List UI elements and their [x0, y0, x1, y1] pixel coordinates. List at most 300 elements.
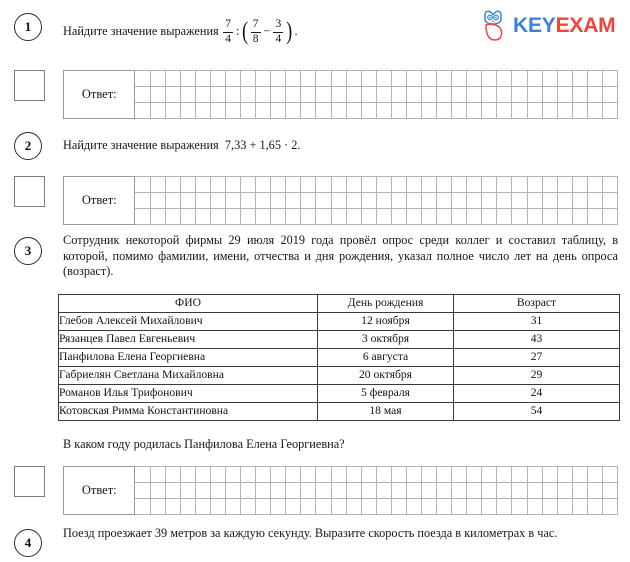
answer-grid-cell[interactable] [602, 87, 617, 103]
answer-grid-cell[interactable] [150, 209, 165, 225]
answer-grid-cell[interactable] [241, 87, 256, 103]
answer-grid-cell[interactable] [482, 177, 497, 193]
answer-grid-cell[interactable] [572, 177, 587, 193]
answer-grid-cell[interactable] [527, 193, 542, 209]
answer-grid-cell[interactable] [452, 103, 467, 119]
answer-grid-cell[interactable] [286, 467, 301, 483]
answer-grid-cell[interactable] [271, 499, 286, 515]
answer-grid-cell[interactable] [286, 209, 301, 225]
answer-grid-cell[interactable] [572, 193, 587, 209]
answer-grid-cell[interactable] [527, 177, 542, 193]
answer-grid-cell[interactable] [527, 87, 542, 103]
answer-grid-cell[interactable] [421, 71, 436, 87]
answer-grid-cell[interactable] [467, 177, 482, 193]
answer-grid-cell[interactable] [497, 177, 512, 193]
answer-grid-cell[interactable] [316, 483, 331, 499]
answer-grid-cell[interactable] [346, 71, 361, 87]
answer-grid-cell[interactable] [241, 209, 256, 225]
answer-grid-cell[interactable] [587, 193, 602, 209]
answer-grid-cell[interactable] [286, 87, 301, 103]
answer-grid-cell[interactable] [225, 177, 240, 193]
answer-grid-cell[interactable] [437, 209, 452, 225]
answer-grid-cell[interactable] [210, 87, 225, 103]
answer-grid-cell[interactable] [497, 103, 512, 119]
answer-grid-cell[interactable] [527, 467, 542, 483]
answer-grid-cell[interactable] [602, 103, 617, 119]
answer-grid-cell[interactable] [180, 103, 195, 119]
answer-grid-cell[interactable] [497, 71, 512, 87]
answer-grid-cell[interactable] [241, 177, 256, 193]
answer-grid-cell[interactable] [256, 467, 271, 483]
answer-grid-row [64, 177, 618, 193]
answer-grid-cell[interactable] [256, 103, 271, 119]
answer-grid-cell[interactable] [452, 193, 467, 209]
answer-grid-cell[interactable] [437, 483, 452, 499]
answer-grid-cell[interactable] [256, 209, 271, 225]
answer-grid-cell[interactable] [437, 177, 452, 193]
answer-grid-cell[interactable] [135, 103, 150, 119]
answer-grid-cell[interactable] [361, 71, 376, 87]
answer-grid-cell[interactable] [572, 499, 587, 515]
answer-grid-cell[interactable] [165, 467, 180, 483]
answer-grid-cell[interactable] [225, 87, 240, 103]
answer-grid-cell[interactable] [271, 177, 286, 193]
answer-grid-cell[interactable] [542, 193, 557, 209]
answer-grid-cell[interactable] [256, 87, 271, 103]
answer-grid-cell[interactable] [241, 483, 256, 499]
answer-grid-cell[interactable] [421, 193, 436, 209]
answer-grid-cell[interactable] [271, 483, 286, 499]
answer-grid-cell[interactable] [331, 499, 346, 515]
answer-grid-cell[interactable] [587, 71, 602, 87]
answer-grid-cell[interactable] [557, 193, 572, 209]
answer-grid-cell[interactable] [542, 177, 557, 193]
answer-grid-cell[interactable] [512, 193, 527, 209]
answer-grid-cell[interactable] [165, 193, 180, 209]
answer-grid-cell[interactable] [587, 209, 602, 225]
answer-grid-cell[interactable] [241, 103, 256, 119]
answer-grid-cell[interactable] [587, 87, 602, 103]
answer-grid-cell[interactable] [557, 177, 572, 193]
answer-grid-cell[interactable] [421, 209, 436, 225]
answer-grid-cell[interactable] [482, 71, 497, 87]
answer-grid-cell[interactable] [180, 209, 195, 225]
answer-grid-cell[interactable] [316, 103, 331, 119]
answer-grid-cell[interactable] [452, 467, 467, 483]
answer-grid-cell[interactable] [527, 483, 542, 499]
answer-grid-cell[interactable] [437, 499, 452, 515]
answer-grid-cell[interactable] [587, 103, 602, 119]
answer-grid-cell[interactable] [572, 87, 587, 103]
answer-grid-cell[interactable] [406, 71, 421, 87]
answer-grid-cell[interactable] [135, 483, 150, 499]
answer-grid-cell[interactable] [361, 499, 376, 515]
answer-grid-cell[interactable] [210, 467, 225, 483]
answer-grid-cell[interactable] [225, 193, 240, 209]
answer-grid-cell[interactable] [527, 499, 542, 515]
answer-grid-cell[interactable] [497, 209, 512, 225]
answer-grid-cell[interactable] [195, 467, 210, 483]
answer-grid-cell[interactable] [316, 87, 331, 103]
answer-grid-cell[interactable] [150, 467, 165, 483]
answer-grid-cell[interactable] [301, 103, 316, 119]
answer-grid-cell[interactable] [241, 193, 256, 209]
answer-grid-cell[interactable] [482, 209, 497, 225]
answer-grid-cell[interactable] [256, 483, 271, 499]
answer-grid-cell[interactable] [437, 467, 452, 483]
answer-grid-cell[interactable] [467, 103, 482, 119]
answer-grid-cell[interactable] [165, 177, 180, 193]
answer-grid-cell[interactable] [376, 209, 391, 225]
answer-grid-cell[interactable] [482, 483, 497, 499]
answer-grid-cell[interactable] [165, 87, 180, 103]
answer-grid-cell[interactable] [165, 209, 180, 225]
answer-grid-cell[interactable] [437, 193, 452, 209]
answer-grid-cell[interactable] [497, 467, 512, 483]
answer-grid-cell[interactable] [331, 209, 346, 225]
answer-grid-cell[interactable] [437, 87, 452, 103]
answer-grid-row [64, 87, 618, 103]
answer-grid-cell[interactable] [512, 467, 527, 483]
answer-grid-cell[interactable] [210, 103, 225, 119]
answer-grid-cell[interactable] [271, 103, 286, 119]
answer-grid-cell[interactable] [195, 71, 210, 87]
answer-grid-cell[interactable] [165, 499, 180, 515]
answer-grid-cell[interactable] [210, 209, 225, 225]
answer-grid-cell[interactable] [241, 71, 256, 87]
answer-grid-cell[interactable] [391, 467, 406, 483]
answer-grid-cell[interactable] [512, 499, 527, 515]
answer-grid-cell[interactable] [331, 177, 346, 193]
answer-grid-cell[interactable] [271, 87, 286, 103]
answer-grid-cell[interactable] [286, 193, 301, 209]
answer-grid-cell[interactable] [482, 87, 497, 103]
answer-grid-cell[interactable] [512, 177, 527, 193]
answer-checkbox-1[interactable] [14, 70, 45, 101]
answer-grid-cell[interactable] [210, 177, 225, 193]
answer-grid-cell[interactable] [406, 103, 421, 119]
answer-grid-cell[interactable] [331, 467, 346, 483]
cell-birthday: 20 октября [318, 367, 454, 385]
answer-grid-cell[interactable] [391, 71, 406, 87]
answer-grid-cell[interactable] [467, 193, 482, 209]
answer-grid-cell[interactable] [467, 467, 482, 483]
answer-checkbox-2[interactable] [14, 176, 45, 207]
answer-grid-cell[interactable] [135, 177, 150, 193]
answer-grid-cell[interactable] [512, 71, 527, 87]
answer-grid-cell[interactable] [437, 71, 452, 87]
answer-grid-cell[interactable] [452, 71, 467, 87]
answer-grid-cell[interactable] [376, 499, 391, 515]
answer-grid-cell[interactable] [421, 499, 436, 515]
answer-grid-cell[interactable] [587, 177, 602, 193]
answer-grid-cell[interactable] [557, 483, 572, 499]
answer-grid-cell[interactable] [421, 483, 436, 499]
answer-grid-cell[interactable] [256, 499, 271, 515]
answer-grid-cell[interactable] [346, 499, 361, 515]
answer-grid-cell[interactable] [316, 499, 331, 515]
answer-grid-cell[interactable] [497, 193, 512, 209]
answer-grid-cell[interactable] [135, 87, 150, 103]
answer-grid-cell[interactable] [376, 87, 391, 103]
answer-grid-cell[interactable] [572, 467, 587, 483]
answer-grid-cell[interactable] [316, 209, 331, 225]
answer-grid-cell[interactable] [406, 467, 421, 483]
answer-grid-cell[interactable] [572, 103, 587, 119]
answer-grid-cell[interactable] [391, 177, 406, 193]
answer-grid-cell[interactable] [361, 483, 376, 499]
answer-grid-cell[interactable] [557, 71, 572, 87]
answer-grid-cell[interactable] [241, 499, 256, 515]
answer-grid-cell[interactable] [421, 87, 436, 103]
answer-grid-cell[interactable] [406, 87, 421, 103]
answer-grid-cell[interactable] [467, 87, 482, 103]
answer-grid-2[interactable] [63, 176, 618, 225]
answer-grid-cell[interactable] [361, 103, 376, 119]
answer-grid-cell[interactable] [316, 177, 331, 193]
answer-grid-cell[interactable] [542, 71, 557, 87]
answer-grid-cell[interactable] [467, 483, 482, 499]
answer-grid-cell[interactable] [376, 483, 391, 499]
answer-grid-cell[interactable] [421, 103, 436, 119]
answer-grid-cell[interactable] [331, 71, 346, 87]
answer-grid-cell[interactable] [346, 209, 361, 225]
answer-grid-cell[interactable] [346, 467, 361, 483]
answer-grid-row [64, 483, 618, 499]
answer-grid-cell[interactable] [406, 483, 421, 499]
answer-grid-cell[interactable] [587, 499, 602, 515]
answer-grid-cell[interactable] [542, 87, 557, 103]
answer-grid-cell[interactable] [225, 209, 240, 225]
answer-grid-cell[interactable] [482, 499, 497, 515]
answer-grid-cell[interactable] [286, 71, 301, 87]
answer-grid-cell[interactable] [452, 87, 467, 103]
answer-grid-cell[interactable] [361, 209, 376, 225]
answer-grid-cell[interactable] [602, 193, 617, 209]
answer-grid-cell[interactable] [150, 87, 165, 103]
cell-fio: Рязанцев Павел Евгеньевич [59, 331, 318, 349]
answer-grid-cell[interactable] [225, 71, 240, 87]
answer-grid-cell[interactable] [406, 177, 421, 193]
answer-grid-cell[interactable] [271, 209, 286, 225]
answer-grid-cell[interactable] [210, 499, 225, 515]
answer-grid-cell[interactable] [391, 87, 406, 103]
answer-grid-cell[interactable] [542, 499, 557, 515]
answer-grid-cell[interactable] [557, 209, 572, 225]
answer-grid-cell[interactable] [512, 87, 527, 103]
answer-grid-cell[interactable] [135, 193, 150, 209]
answer-grid-cell[interactable] [135, 467, 150, 483]
answer-grid-cell[interactable] [271, 467, 286, 483]
answer-grid-cell[interactable] [557, 103, 572, 119]
answer-grid-cell[interactable] [421, 467, 436, 483]
answer-grid-cell[interactable] [572, 483, 587, 499]
answer-grid-cell[interactable] [195, 177, 210, 193]
answer-grid-cell[interactable] [467, 71, 482, 87]
answer-grid-cell[interactable] [376, 193, 391, 209]
answer-grid-cell[interactable] [135, 71, 150, 87]
answer-grid-cell[interactable] [391, 193, 406, 209]
answer-grid-cell[interactable] [391, 103, 406, 119]
answer-grid-cell[interactable] [195, 209, 210, 225]
answer-grid-cell[interactable] [301, 193, 316, 209]
answer-grid-cell[interactable] [572, 209, 587, 225]
answer-grid-cell[interactable] [165, 103, 180, 119]
answer-grid-cell[interactable] [512, 103, 527, 119]
answer-grid-cell[interactable] [587, 483, 602, 499]
answer-grid-cell[interactable] [165, 483, 180, 499]
answer-grid-cell[interactable] [527, 71, 542, 87]
answer-checkbox-3[interactable] [14, 466, 45, 497]
answer-grid-cell[interactable] [316, 193, 331, 209]
answer-grid-cell[interactable] [316, 467, 331, 483]
answer-grid-cell[interactable] [180, 177, 195, 193]
answer-grid-cell[interactable] [301, 467, 316, 483]
answer-grid-cell[interactable] [602, 177, 617, 193]
answer-grid-cell[interactable] [195, 193, 210, 209]
answer-grid-cell[interactable] [150, 103, 165, 119]
answer-grid-cell[interactable] [557, 499, 572, 515]
answer-grid-cell[interactable] [150, 177, 165, 193]
answer-grid-cell[interactable] [301, 209, 316, 225]
answer-grid-cell[interactable] [331, 103, 346, 119]
answer-grid-cell[interactable] [225, 467, 240, 483]
answer-grid-cell[interactable] [512, 209, 527, 225]
answer-grid-cell[interactable] [542, 483, 557, 499]
answer-grid-cell[interactable] [331, 483, 346, 499]
answer-grid-cell[interactable] [406, 499, 421, 515]
answer-grid-cell[interactable] [195, 499, 210, 515]
answer-grid-cell[interactable] [437, 103, 452, 119]
answer-grid-cell[interactable] [210, 483, 225, 499]
answer-grid-cell[interactable] [301, 177, 316, 193]
answer-grid-cell[interactable] [150, 193, 165, 209]
answer-grid-3[interactable] [63, 466, 618, 515]
answer-grid-cell[interactable] [195, 103, 210, 119]
answer-grid-cell[interactable] [286, 103, 301, 119]
answer-grid-cell[interactable] [361, 87, 376, 103]
answer-grid-cell[interactable] [210, 193, 225, 209]
answer-grid-cell[interactable] [150, 483, 165, 499]
answer-grid-cell[interactable] [180, 87, 195, 103]
answer-grid-cell[interactable] [467, 499, 482, 515]
answer-grid-cell[interactable] [406, 193, 421, 209]
answer-grid-cell[interactable] [180, 193, 195, 209]
answer-grid-cell[interactable] [150, 499, 165, 515]
answer-grid-cell[interactable] [331, 193, 346, 209]
answer-grid-cell[interactable] [391, 499, 406, 515]
question-2-prompt: Найдите значение выражения [63, 138, 219, 152]
answer-grid-cell[interactable] [587, 467, 602, 483]
answer-grid-cell[interactable] [542, 209, 557, 225]
answer-grid-cell[interactable] [225, 499, 240, 515]
answer-grid-cell[interactable] [376, 103, 391, 119]
answer-grid-cell[interactable] [572, 71, 587, 87]
answer-grid-cell[interactable] [602, 467, 617, 483]
answer-grid-cell[interactable] [482, 193, 497, 209]
answer-grid-cell[interactable] [602, 71, 617, 87]
answer-grid-cell[interactable] [361, 193, 376, 209]
answer-grid-cell[interactable] [346, 103, 361, 119]
answer-grid-cell[interactable] [180, 483, 195, 499]
answer-grid-cell[interactable] [361, 177, 376, 193]
answer-grid-cell[interactable] [376, 177, 391, 193]
answer-grid-cell[interactable] [467, 209, 482, 225]
answer-grid-cell[interactable] [406, 209, 421, 225]
answer-grid-cell[interactable] [225, 483, 240, 499]
answer-grid-cell[interactable] [301, 87, 316, 103]
answer-grid-cell[interactable] [301, 71, 316, 87]
answer-grid-1[interactable] [63, 70, 618, 119]
answer-grid-cell[interactable] [180, 467, 195, 483]
answer-grid-cell[interactable] [256, 193, 271, 209]
answer-grid-cell[interactable] [331, 87, 346, 103]
answer-grid-cell[interactable] [346, 483, 361, 499]
answer-grid-cell[interactable] [497, 499, 512, 515]
answer-grid-cell[interactable] [150, 71, 165, 87]
answer-grid-cell[interactable] [225, 103, 240, 119]
answer-grid-cell[interactable] [286, 177, 301, 193]
answer-grid-cell[interactable] [452, 483, 467, 499]
answer-grid-cell[interactable] [286, 483, 301, 499]
answer-grid-cell[interactable] [180, 71, 195, 87]
answer-grid-cell[interactable] [135, 209, 150, 225]
answer-grid-cell[interactable] [602, 483, 617, 499]
answer-grid-cell[interactable] [557, 467, 572, 483]
answer-grid-cell[interactable] [195, 87, 210, 103]
answer-grid-cell[interactable] [376, 467, 391, 483]
answer-grid-cell[interactable] [241, 467, 256, 483]
answer-grid-cell[interactable] [452, 209, 467, 225]
answer-grid-cell[interactable] [165, 71, 180, 87]
answer-grid-cell[interactable] [346, 177, 361, 193]
answer-grid-cell[interactable] [452, 177, 467, 193]
answer-grid-cell[interactable] [135, 499, 150, 515]
answer-grid-cell[interactable] [512, 483, 527, 499]
answer-grid-cell[interactable] [256, 71, 271, 87]
answer-grid-cell[interactable] [346, 193, 361, 209]
answer-grid-cell[interactable] [376, 71, 391, 87]
answer-grid-cell[interactable] [391, 209, 406, 225]
answer-grid-cell[interactable] [452, 499, 467, 515]
answer-grid-cell[interactable] [361, 467, 376, 483]
answer-grid-cell[interactable] [527, 209, 542, 225]
answer-grid-cell[interactable] [256, 177, 271, 193]
answer-grid-cell[interactable] [180, 499, 195, 515]
answer-grid-cell[interactable] [497, 483, 512, 499]
answer-grid-cell[interactable] [301, 483, 316, 499]
answer-grid-cell[interactable] [271, 71, 286, 87]
answer-grid-cell[interactable] [346, 87, 361, 103]
answer-grid-cell[interactable] [301, 499, 316, 515]
answer-grid-cell[interactable] [602, 209, 617, 225]
answer-grid-cell[interactable] [482, 103, 497, 119]
answer-grid-cell[interactable] [271, 193, 286, 209]
answer-grid-cell[interactable] [602, 499, 617, 515]
answer-grid-cell[interactable] [286, 499, 301, 515]
answer-grid-cell[interactable] [421, 177, 436, 193]
answer-grid-cell[interactable] [557, 87, 572, 103]
answer-grid-cell[interactable] [527, 103, 542, 119]
answer-grid-cell[interactable] [391, 483, 406, 499]
answer-grid-cell[interactable] [195, 483, 210, 499]
answer-grid-cell[interactable] [316, 71, 331, 87]
answer-grid-cell[interactable] [482, 467, 497, 483]
answer-grid-cell[interactable] [497, 87, 512, 103]
answer-grid-cell[interactable] [210, 71, 225, 87]
answer-grid-cell[interactable] [542, 467, 557, 483]
answer-grid-cell[interactable] [542, 103, 557, 119]
